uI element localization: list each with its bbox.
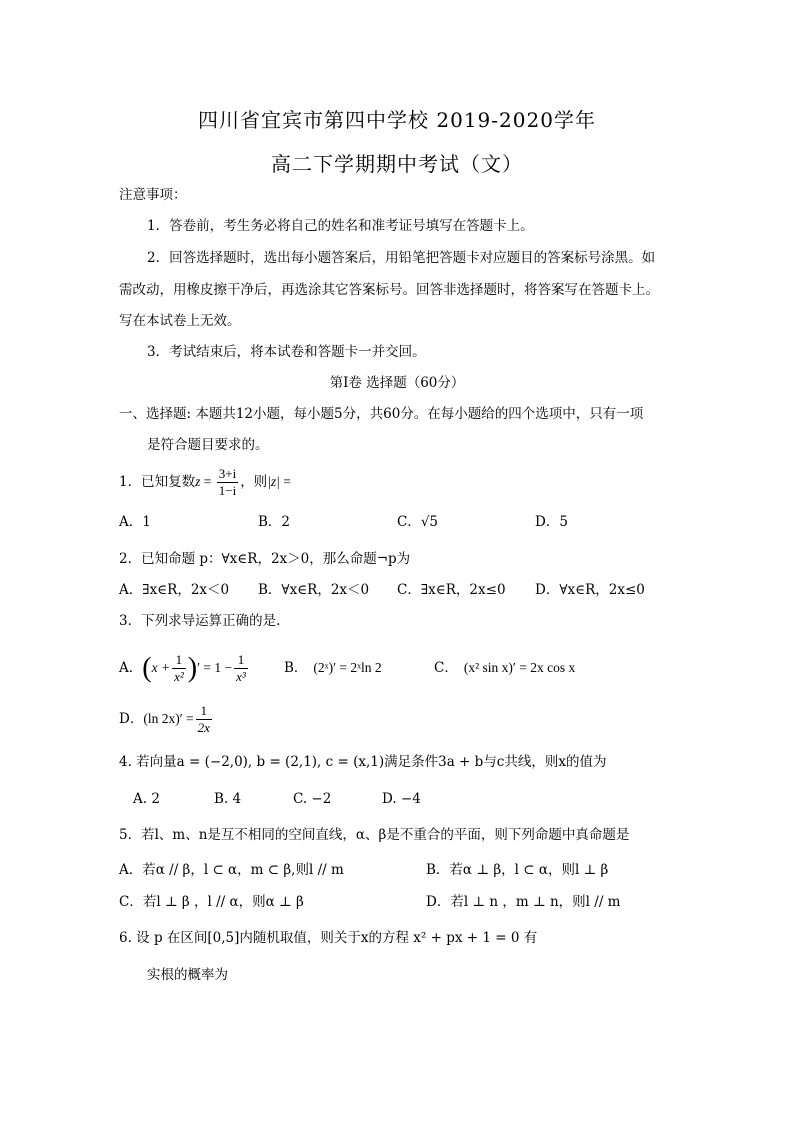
question-6-stem-cont: 实根的概率为 [147,967,228,983]
q3-d-expr: (ln 2x)′ = [143,711,194,726]
q1-eq: = [200,474,215,489]
q3-a-frac1-den: x² [174,669,184,684]
q5-option-c: C．若l ⊥ β ，l // α，则α ⊥ β [119,894,304,910]
q1-option-d: D．5 [535,514,568,530]
q3-option-c [434,658,575,678]
section-intro-line-2: 是符合题目要求的。 [147,437,269,453]
notice-item-1: 1．答卷前，考生务必将自己的姓名和准考证号填写在答题卡上。 [147,218,534,234]
question-6-stem: 6. 设 p 在区间[0,5]内随机取值，则关于x的方程 x² + px + 1 = 0 有 [119,930,538,946]
q1-denominator: 1−i [218,483,237,498]
notice-item-2-line-1: 2．回答选择题时，选出每小题答案后，用铅笔把答题卡对应题目的答案标号涂黑。如 [147,250,656,266]
q1-var-z: z [195,474,201,489]
notice-label: 注意事项： [119,187,187,203]
q1-option-b: B．2 [258,514,291,530]
q3-c-label: C． [434,660,458,676]
notice-item-3: 3．考试结束后，将本试卷和答题卡一并交回。 [147,344,426,360]
notice-item-2-line-3: 写在本试卷上无效。 [119,313,241,329]
q1-abs: |z| [267,474,280,489]
q4-option-c: C. −2 [293,791,332,807]
q1-numerator: 3+i [218,466,237,481]
q3-option-a [119,648,250,689]
q4-option-d: D. −4 [382,791,421,807]
q5-option-b: B．若α ⊥ β，l ⊂ α，则l ⊥ β [426,862,609,878]
q3-a-paren-close: ) [187,652,198,684]
q1-option-a: A．1 [119,514,151,530]
section-heading: 第I卷 选择题（60分） [329,375,465,391]
q3-a-fraction-2 [234,652,248,685]
q3-option-b [284,658,382,678]
title-line-2: 高二下学期期中考试（文） [271,152,523,176]
q2-option-a: A．∃x∈R，2x＜0 [119,582,230,598]
q2-option-c: C．∃x∈R，2x≤0 [397,582,506,598]
q3-a-frac2-num: 1 [234,652,248,669]
section-intro-line-1: 一、选择题: 本题共12小题，每小题5分，共60分。在每小题给的四个选项中，只有一项 [119,406,644,422]
q3-d-frac-den: 2x [197,720,210,735]
q3-d-frac-num: 1 [196,703,212,720]
q3-b-expr: (2ˣ)′ = 2ˣln 2 [313,660,382,675]
q4-option-a: A. 2 [133,791,160,807]
q1-option-c: C．√5 [397,514,439,530]
q1-suffix: ，则 [240,474,268,490]
notice-item-2-line-2: 需改动，用橡皮擦干净后，再选涂其它答案标号。回答非选择题时，将答案写在答题卡上。 [119,282,659,298]
q4-option-b: B. 4 [214,791,242,807]
q3-a-label: A． [119,660,143,676]
question-1-stem [119,464,291,500]
q5-option-a: A．若α // β，l ⊂ α，m ⊂ β,则l // m [119,862,344,878]
q3-option-d [119,701,214,737]
question-5-stem: 5．若l、m、n是互不相同的空间直线，α、β是不重合的平面，则下列命题中真命题是 [119,827,630,843]
question-4-stem: 4. 若向量a = (−2,0), b = (2,1), c = (x,1)满足条件3a + b与c共线，则x的值为 [119,754,607,770]
q5-option-d: D．若l ⊥ n ，m ⊥ n，则l // m [426,894,621,910]
q3-a-expr-mid: ′ = 1 − [197,660,233,675]
q3-c-expr: (x² sin x)′ = 2x cos x [463,660,576,675]
q1-fraction [217,466,238,499]
q3-a-paren-open: ( [142,652,152,684]
q3-d-fraction [196,703,212,736]
q1-prefix: 1．已知复数 [119,474,196,490]
q3-a-frac1-num: 1 [172,652,186,669]
q3-a-frac2-den: x³ [236,669,246,684]
q3-a-fraction-1 [172,652,186,685]
q2-option-b: B．∀x∈R，2x＜0 [258,582,370,598]
q3-d-label: D． [119,711,144,727]
q3-b-label: B． [284,660,308,676]
q1-tail: = [279,474,291,489]
q3-a-expr-left: x + [151,660,171,675]
question-3-stem: 3．下列求导运算正确的是. [119,613,281,629]
q2-option-d: D．∀x∈R，2x≤0 [535,582,645,598]
question-2-stem: 2．已知命题 p：∀x∈R，2x＞0，那么命题¬p为 [119,551,411,567]
title-line-1: 四川省宜宾市第四中学校 2019-2020学年 [198,108,596,132]
